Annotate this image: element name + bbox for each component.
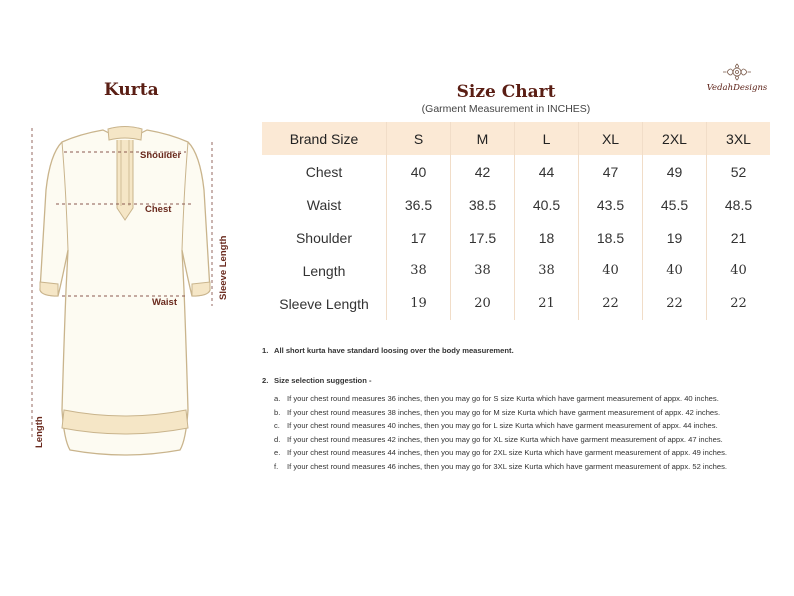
table-cell: 40: [643, 254, 707, 287]
table-cell: 19: [387, 287, 451, 320]
note-text: Size selection suggestion -: [274, 376, 372, 385]
logo-emblem-icon: [722, 62, 752, 82]
list-text: If your chest round measures 36 inches, then you may go for S size Kurta which have garment measurement of appx. 40 inches.: [287, 394, 719, 403]
table-cell: 48.5: [707, 188, 771, 221]
table-cell: 43.5: [579, 188, 643, 221]
table-cell: 44: [515, 155, 579, 188]
table-cell: 21: [707, 221, 771, 254]
row-label: Waist: [306, 196, 342, 213]
header-cell: S: [387, 122, 451, 155]
table-cell: 21: [515, 287, 579, 320]
list-text: If your chest round measures 38 inches, then you may go for M size Kurta which have garment measurement of appx. 42 inches.: [287, 407, 721, 417]
size-chart-table: [262, 122, 770, 320]
list-item: [274, 448, 727, 462]
table-cell: 20: [451, 287, 515, 320]
table-cell: 40: [707, 254, 771, 287]
table-cell: 17: [387, 221, 451, 254]
list-letter: a.: [274, 394, 281, 403]
table-row: [262, 254, 770, 287]
table-cell: 42: [451, 155, 515, 188]
list-text: If your chest round measures 42 inches, then you may go for XL size Kurta which have garment measurement of appx. 47 inches.: [287, 434, 723, 444]
table-cell: 38: [515, 254, 579, 287]
table-cell: 19: [643, 221, 707, 254]
table-cell: 17.5: [451, 221, 515, 254]
note-number: 1.: [262, 346, 269, 355]
header-cell: Brand Size: [262, 122, 387, 155]
header-cell: M: [451, 122, 515, 155]
list-item: [274, 421, 727, 435]
table-cell: 40: [579, 254, 643, 287]
sleeve-length-label: Sleeve Length: [218, 235, 229, 300]
header-cell: 2XL: [643, 122, 707, 155]
table-cell: 49: [643, 155, 707, 188]
table-cell: 40: [387, 155, 451, 188]
table-header-row: [262, 122, 770, 155]
header-cell: L: [515, 122, 579, 155]
table-cell: 22: [579, 287, 643, 320]
table-row: [262, 188, 770, 221]
suggestion-list: [274, 394, 727, 475]
list-letter: d.: [274, 434, 281, 444]
chest-label: Chest: [145, 204, 172, 215]
waist-label: Waist: [152, 297, 177, 308]
header-cell: XL: [579, 122, 643, 155]
table-cell: 52: [707, 155, 771, 188]
list-text: If your chest round measures 46 inches, then you may go for 3XL size Kurta which have garment measurement of appx. 52 inches.: [287, 461, 727, 471]
table-row: [262, 155, 770, 188]
logo-text: VedahDesigns: [706, 83, 768, 93]
size-chart-title: Size Chart: [456, 82, 556, 102]
table-cell: 38.5: [451, 188, 515, 221]
table-row: [262, 221, 770, 254]
list-item: [274, 435, 727, 449]
list-letter: c.: [274, 421, 280, 430]
row-label: Sleeve Length: [279, 295, 369, 312]
note-2: [262, 376, 371, 385]
table-cell: 45.5: [643, 188, 707, 221]
list-text: If your chest round measures 40 inches, then you may go for L size Kurta which have garment measurement of appx. 44 inches.: [287, 421, 718, 430]
row-label: Shoulder: [295, 229, 353, 246]
list-item: [274, 462, 727, 476]
list-item: [274, 394, 727, 408]
note-number: 2.: [262, 376, 269, 385]
kurta-diagram: [0, 110, 245, 470]
kurta-title: Kurta: [104, 80, 159, 100]
row-label: Chest: [305, 163, 343, 180]
table-cell: 18.5: [579, 221, 643, 254]
table-cell: 38: [451, 254, 515, 287]
table-cell: 47: [579, 155, 643, 188]
table-cell: 40.5: [515, 188, 579, 221]
list-letter: f.: [274, 461, 279, 471]
list-letter: b.: [274, 407, 281, 417]
table-cell: 22: [707, 287, 771, 320]
note-text: All short kurta have standard loosing over the body measurement.: [274, 346, 514, 355]
length-label: Length: [34, 416, 45, 448]
header-cell: 3XL: [707, 122, 771, 155]
table-row: [262, 287, 770, 320]
table-cell: 22: [643, 287, 707, 320]
size-chart-subtitle: (Garment Measurement in INCHES): [421, 103, 591, 115]
list-item: [274, 408, 727, 422]
table-cell: 36.5: [387, 188, 451, 221]
row-label: Length: [302, 262, 346, 279]
table-cell: 38: [387, 254, 451, 287]
note-1: [262, 346, 514, 355]
list-letter: e.: [274, 448, 281, 457]
list-text: If your chest round measures 44 inches, then you may go for 2XL size Kurta which have garment measurement of appx. 49 inches.: [287, 448, 727, 457]
table-cell: 18: [515, 221, 579, 254]
brand-logo: [706, 62, 768, 102]
shoulder-label: Shoulder: [140, 150, 182, 161]
